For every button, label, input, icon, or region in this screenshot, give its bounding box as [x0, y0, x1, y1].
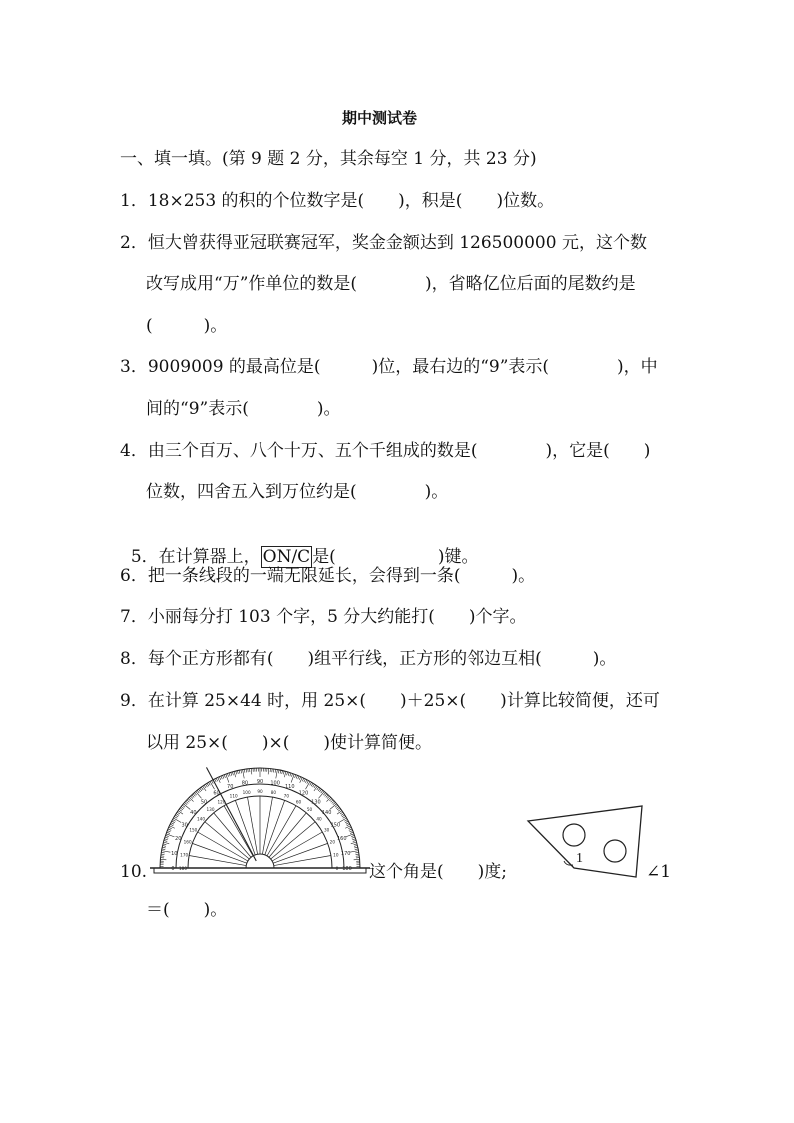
radial-line: [265, 800, 285, 855]
question-5-suffix: 是( )键。: [312, 547, 479, 567]
tick-mark: [355, 852, 358, 853]
protractor-inner-label: 40: [316, 816, 322, 822]
tick-mark: [338, 809, 341, 811]
tick-mark: [340, 812, 343, 814]
triangle-shape: [528, 806, 642, 877]
tick-mark: [173, 818, 181, 823]
tick-mark: [210, 781, 215, 789]
question-10-text: 这个角是( )度;: [369, 862, 507, 882]
protractor-inner-label: 50: [306, 807, 313, 813]
tick-mark: [326, 795, 328, 798]
tick-mark: [346, 834, 354, 837]
protractor-label: 40: [190, 810, 197, 817]
tick-mark: [234, 771, 236, 777]
protractor-inner-label: 60: [295, 799, 302, 805]
protractor-label: 160: [336, 836, 347, 843]
tick-mark: [189, 797, 193, 801]
tick-mark: [236, 771, 237, 774]
angle-one-label: ∠1: [646, 862, 672, 882]
tick-mark: [164, 840, 167, 841]
tick-mark: [321, 790, 323, 793]
tick-mark: [180, 808, 183, 810]
tick-mark: [208, 782, 210, 785]
radial-line: [262, 797, 272, 854]
protractor-inner-label: 120: [217, 799, 226, 805]
question-10-number: 10.: [120, 862, 148, 882]
tick-mark: [231, 772, 232, 775]
question-2-line-3: ( )。: [146, 316, 228, 336]
tick-mark: [179, 809, 182, 811]
tick-mark: [167, 831, 170, 832]
tick-mark: [239, 770, 240, 773]
tick-mark: [268, 768, 269, 774]
tick-mark: [201, 787, 203, 790]
tick-mark: [350, 851, 359, 853]
question-5-prefix: 5．在计算器上，: [130, 547, 261, 567]
protractor-inner-label: 10: [333, 852, 339, 858]
tick-mark: [353, 840, 356, 841]
protractor-inner-label: 0: [335, 866, 339, 871]
tick-mark: [344, 820, 347, 822]
tick-mark: [187, 800, 190, 802]
tick-mark: [185, 802, 188, 804]
protractor-inner-label: 70: [283, 793, 290, 799]
tick-mark: [311, 783, 313, 786]
tick-mark: [282, 771, 283, 774]
tick-mark: [224, 775, 225, 778]
question-8: 8．每个正方形都有( )组平行线，正方形的邻边互相( )。: [120, 649, 617, 669]
tick-mark: [354, 859, 360, 860]
tick-mark: [347, 824, 350, 826]
question-6: 6．把一条线段的一端无限延长，会得到一条( )。: [120, 566, 536, 586]
tick-mark: [173, 820, 176, 822]
radial-line: [247, 797, 257, 854]
tick-mark: [219, 777, 220, 780]
tick-mark: [163, 842, 169, 844]
tick-mark: [325, 794, 327, 797]
tick-mark: [335, 805, 338, 807]
tick-mark: [174, 816, 177, 818]
tick-mark: [346, 823, 349, 825]
question-2-line-2: 改写成用“万”作单位的数是( )，省略亿位后面的尾数约是: [146, 274, 636, 294]
tick-mark: [290, 773, 291, 776]
tick-mark: [319, 789, 321, 792]
protractor-inner-label: 160: [183, 839, 192, 845]
tick-mark: [348, 827, 351, 828]
tick-mark: [204, 785, 206, 788]
tick-mark: [313, 784, 315, 787]
tick-mark: [351, 842, 357, 844]
protractor-label: 10: [171, 850, 178, 857]
radial-line: [192, 843, 247, 863]
radial-line: [273, 843, 328, 863]
question-1: 1．18×253 的积的个位数字是( )，积是( )位数。: [120, 191, 555, 211]
tick-mark: [244, 769, 245, 772]
tick-mark: [226, 774, 229, 782]
question-4-line-1: 4．由三个百万、八个十万、五个千组成的数是( )，它是( ): [120, 441, 651, 461]
tick-mark: [336, 806, 339, 808]
tick-mark: [160, 859, 166, 860]
circle-right: [604, 840, 626, 862]
tick-mark: [284, 771, 286, 777]
protractor-label: 60: [213, 790, 220, 797]
protractor-label: 50: [200, 799, 208, 806]
page-title: 期中测试卷: [342, 109, 418, 127]
tick-mark: [275, 769, 276, 772]
tick-mark: [163, 846, 166, 847]
tick-mark: [299, 777, 300, 780]
tick-mark: [168, 829, 171, 830]
tick-mark: [310, 782, 312, 785]
tick-mark: [194, 793, 196, 796]
tick-mark: [177, 812, 180, 814]
tick-mark: [317, 787, 319, 790]
protractor-inner-label: 180: [179, 866, 187, 871]
tick-mark: [342, 815, 345, 817]
protractor-label: 90: [256, 779, 264, 785]
tick-mark: [165, 835, 168, 836]
tick-mark: [223, 775, 224, 778]
protractor-label: 70: [227, 784, 234, 791]
angle-pointer-line: [206, 767, 256, 861]
question-3-line-2: 间的“9”表示( )。: [146, 399, 341, 419]
tick-mark: [349, 831, 352, 832]
tick-mark: [287, 772, 288, 775]
tick-mark: [350, 832, 353, 833]
protractor-label: 110: [284, 784, 295, 791]
tick-mark: [280, 770, 281, 773]
tick-mark: [345, 821, 348, 823]
tick-mark: [162, 851, 171, 853]
tick-mark: [206, 784, 208, 787]
tick-mark: [352, 839, 355, 840]
tick-mark: [343, 816, 346, 818]
tick-mark: [162, 849, 165, 850]
tick-mark: [193, 794, 195, 797]
tick-mark: [307, 781, 309, 784]
tick-mark: [171, 823, 174, 825]
tick-mark: [198, 789, 200, 792]
tick-mark: [175, 815, 178, 817]
tick-mark: [349, 829, 352, 830]
protractor-inner-label: 30: [324, 827, 330, 833]
tick-mark: [172, 821, 175, 823]
tick-mark: [351, 835, 354, 836]
tick-mark: [333, 802, 336, 804]
tick-mark: [176, 814, 179, 816]
tick-mark: [318, 788, 320, 791]
tick-mark: [207, 783, 209, 786]
tick-mark: [200, 788, 202, 791]
question-3-line-1: 3．9009009 的最高位是( )位，最右边的“9”表示( )，中: [120, 357, 658, 377]
tick-mark: [182, 805, 185, 807]
protractor-label: 150: [330, 822, 341, 829]
tick-mark: [227, 773, 228, 776]
tick-mark: [337, 808, 340, 810]
protractor-label: 20: [175, 836, 182, 843]
radial-line: [189, 855, 246, 865]
section-heading: 一、填一填。(第 9 题 2 分，其余每空 1 分，共 23 分): [120, 149, 537, 169]
question-9-line-1: 9．在计算 25×44 时，用 25×( )＋25×( )计算比较简便，还可: [120, 691, 660, 711]
tick-mark: [327, 796, 329, 799]
protractor-inner-label: 140: [197, 816, 206, 822]
question-7: 7．小丽每分打 103 个字，5 分大约能打( )个字。: [120, 607, 527, 627]
tick-mark: [354, 844, 357, 845]
tick-mark: [181, 806, 184, 808]
protractor-label: 180: [342, 866, 352, 872]
protractor-label: 120: [298, 790, 309, 797]
tick-mark: [197, 790, 199, 793]
question-2-line-1: 2．恒大曾获得亚冠联赛冠军，奖金金额达到 126500000 元，这个数: [120, 233, 647, 253]
tick-mark: [221, 776, 222, 779]
tick-mark: [165, 837, 168, 838]
tick-mark: [186, 801, 189, 803]
tick-mark: [212, 781, 214, 784]
tick-mark: [163, 844, 166, 845]
protractor-label: 140: [321, 810, 332, 817]
tick-mark: [191, 796, 193, 799]
protractor-inner-label: 90: [257, 789, 263, 794]
protractor-label: 0: [171, 866, 175, 872]
tick-mark: [331, 800, 334, 802]
protractor-label: 30: [181, 822, 188, 829]
protractor-inner-label: 20: [329, 839, 336, 845]
radial-line: [274, 855, 331, 865]
tick-mark: [329, 799, 332, 801]
tick-mark: [288, 772, 289, 775]
tick-mark: [326, 797, 330, 801]
triangle-figure: [524, 802, 654, 882]
tick-mark: [238, 771, 239, 774]
protractor-inner-label: 130: [206, 807, 215, 813]
tick-mark: [169, 827, 172, 828]
protractor-label: 100: [270, 780, 280, 787]
calculator-key-label: ON/C: [262, 547, 311, 567]
tick-mark: [229, 773, 230, 776]
protractor-inner-label: 100: [242, 790, 251, 796]
tick-mark: [341, 814, 344, 816]
tick-mark: [296, 775, 297, 778]
tick-mark: [276, 770, 278, 779]
protractor-inner-label: 80: [270, 790, 277, 796]
tick-mark: [332, 801, 335, 803]
tick-mark: [241, 770, 242, 773]
tick-mark: [306, 781, 311, 789]
tick-mark: [354, 847, 357, 848]
tick-mark: [298, 776, 299, 779]
tick-mark: [352, 837, 355, 838]
tick-mark: [354, 846, 357, 847]
protractor-inner-label: 150: [189, 827, 198, 833]
protractor-label: 80: [241, 780, 249, 787]
tick-mark: [243, 770, 245, 779]
tick-mark: [216, 778, 218, 781]
circle-left: [563, 824, 585, 846]
question-10-line-2: ＝( )。: [146, 900, 228, 920]
question-5: [120, 524, 478, 568]
protractor-inner-label: 110: [229, 793, 238, 799]
tick-mark: [323, 793, 325, 796]
tick-mark: [304, 779, 306, 782]
protractor-inner-label: 170: [180, 852, 189, 858]
tick-mark: [278, 770, 279, 773]
tick-mark: [251, 768, 252, 774]
tick-mark: [164, 839, 167, 840]
tick-mark: [192, 795, 194, 798]
protractor-label: 130: [311, 799, 321, 806]
tick-mark: [166, 834, 174, 837]
tick-mark: [291, 773, 292, 776]
protractor-label: 170: [340, 850, 351, 857]
tick-mark: [302, 778, 304, 781]
tick-mark: [167, 832, 170, 833]
tick-mark: [305, 780, 307, 783]
tick-mark: [188, 799, 191, 801]
tick-mark: [162, 847, 165, 848]
angle-label: 1: [576, 851, 583, 866]
tick-mark: [355, 849, 358, 850]
tick-mark: [161, 852, 164, 853]
protractor-figure: [150, 764, 370, 876]
tick-mark: [295, 775, 296, 778]
question-4-line-2: 位数，四舍五入到万位约是( )。: [146, 482, 449, 502]
tick-mark: [232, 772, 233, 775]
tick-mark: [283, 771, 284, 774]
tick-mark: [215, 779, 217, 782]
tick-mark: [170, 824, 173, 826]
tick-mark: [291, 774, 294, 782]
question-9-line-2: 以用 25×( )×( )使计算简便。: [146, 733, 433, 753]
tick-mark: [314, 785, 316, 788]
